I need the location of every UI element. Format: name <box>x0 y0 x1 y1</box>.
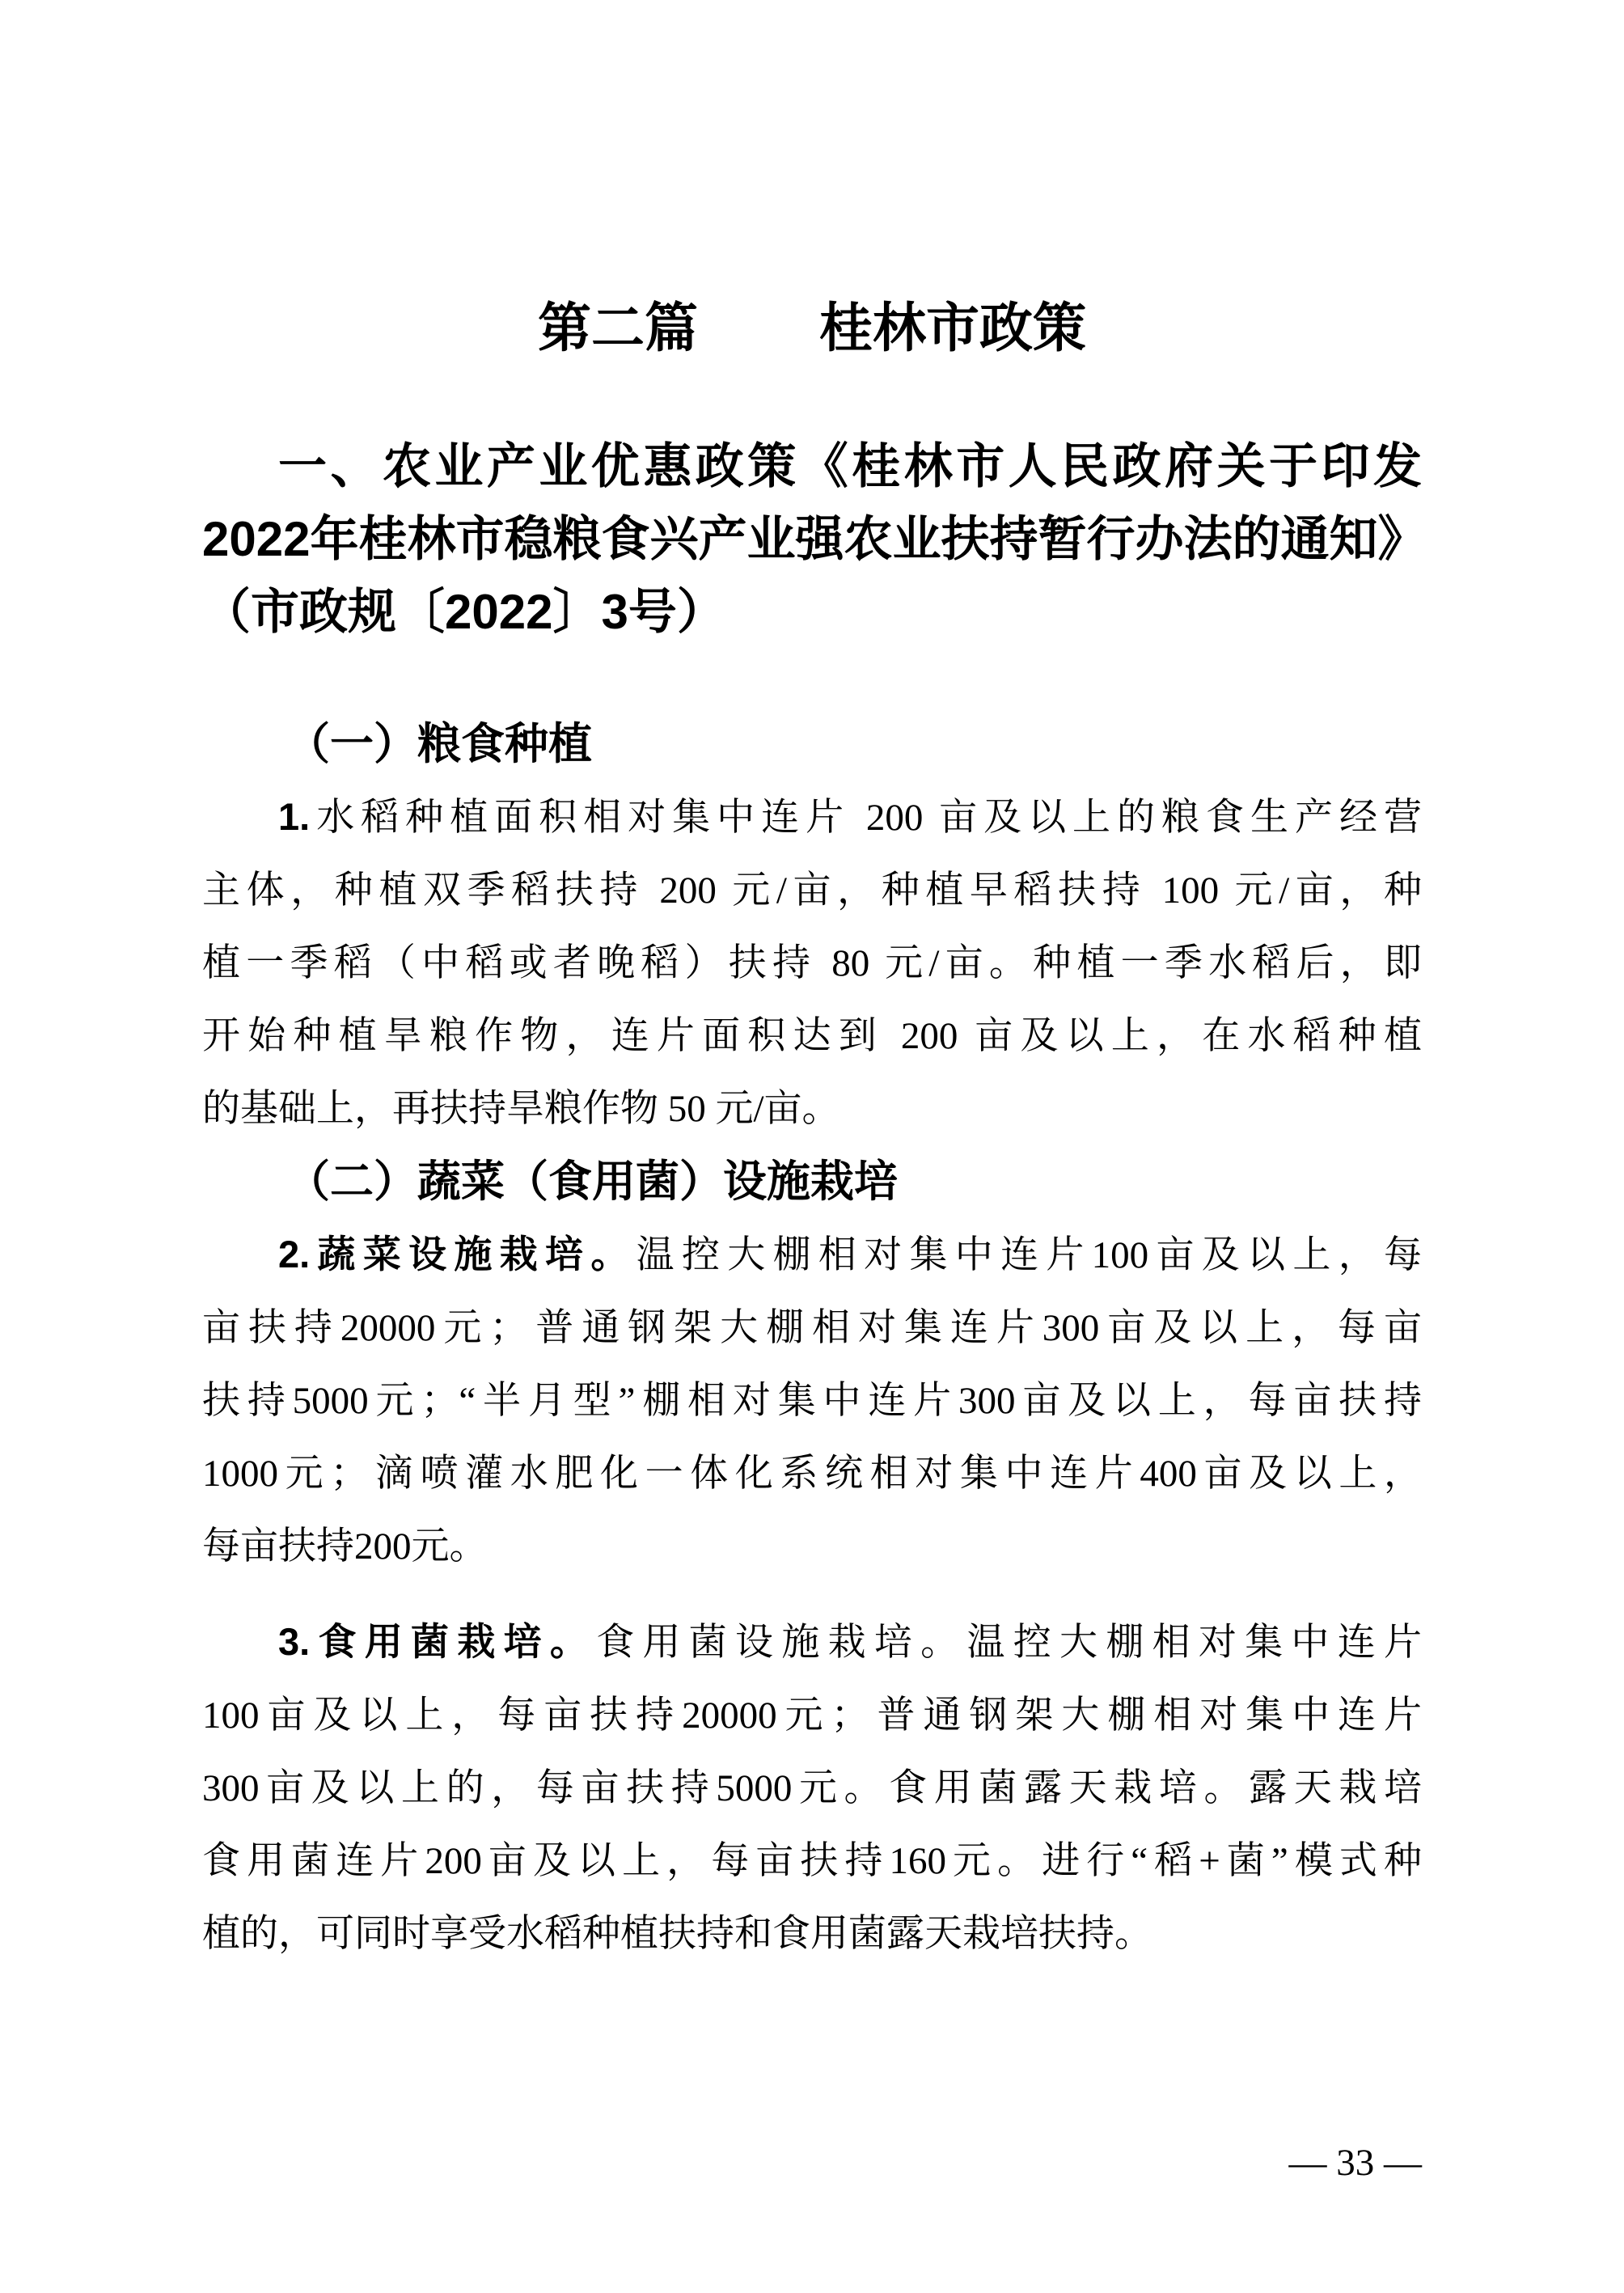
paragraph-vegetable-support <box>202 1218 1422 1583</box>
paragraph-line: 100亩及以上，每亩扶持20000元；普通钢架大棚相对集中连片 <box>202 1694 1422 1737</box>
subsection-title-grain-planting: （一）粮食种植 <box>286 720 592 768</box>
paragraph-text: 水稻种植面积相对集中连片 200 亩及以上的粮食生产经营 <box>310 797 1422 839</box>
chapter-heading-line-2: 2022年桂林市稳粮食兴产业强农业扶持暂行办法的通知》 <box>202 512 1427 566</box>
paragraph-text: 食用菌设施栽培。温控大棚相对集中连片 <box>596 1622 1423 1664</box>
chapter-heading-line-3: （市政规〔2022〕3号） <box>202 585 725 639</box>
paragraph-line <box>202 1218 1422 1292</box>
paragraph-line: 1000元；滴喷灌水肥化一体化系统相对集中连片400亩及以上， <box>202 1453 1422 1495</box>
paragraph-line: 开始种植旱粮作物，连片面积达到 200 亩及以上，在水稻种植 <box>202 1015 1422 1057</box>
paragraph-line: 每亩扶持200元。 <box>202 1525 488 1567</box>
paragraph-line: 食用菌连片200亩及以上，每亩扶持160元。进行“稻+菌”模式种 <box>202 1840 1422 1882</box>
paragraph-line: 的基础上，再扶持旱粮作物 50 元/亩。 <box>202 1088 840 1130</box>
paragraph-line: 亩扶持20000元；普通钢架大棚相对集连片300亩及以上，每亩 <box>202 1307 1422 1349</box>
paragraph-mushroom-support <box>202 1606 1422 1970</box>
part-title-number: 第二篇 <box>538 299 698 358</box>
paragraph-line: 扶持5000元；“半月型”棚相对集中连片300亩及以上，每亩扶持 <box>202 1380 1422 1422</box>
paragraph-text: 温控大棚相对集中连片100亩及以上，每 <box>636 1234 1423 1276</box>
paragraph-line <box>202 1606 1422 1679</box>
paragraph-line <box>202 781 1422 854</box>
page-content <box>0 301 1624 1970</box>
part-title-text: 桂林市政策 <box>819 299 1086 358</box>
paragraph-line: 植一季稻（中稻或者晚稻）扶持 80 元/亩。种植一季水稻后，即 <box>202 942 1422 984</box>
paragraph-lead-bold: 3.食用菌栽培。 <box>278 1620 597 1663</box>
page-number: — 33 — <box>1288 2142 1422 2184</box>
paragraph-line: 主体，种植双季稻扶持 200 元/亩，种植早稻扶持 100 元/亩，种 <box>202 869 1422 912</box>
chapter-heading-line-1: 一、农业产业优惠政策《桂林市人民政府关于印发 <box>278 439 1422 493</box>
chapter-heading <box>202 430 1427 649</box>
part-title <box>202 301 1422 357</box>
subsection-title-vegetable-facility: （二）蔬菜（食用菌）设施栽培 <box>286 1157 898 1206</box>
paragraph-lead-bold: 2.蔬菜设施栽培。 <box>278 1233 636 1276</box>
paragraph-number-bold: 1. <box>278 795 311 838</box>
paragraph-line: 植的，可同时享受水稻种植扶持和食用菌露天栽培扶持。 <box>202 1913 1152 1955</box>
paragraph-rice-support <box>202 781 1422 1145</box>
paragraph-line: 300亩及以上的，每亩扶持5000元。食用菌露天栽培。露天栽培 <box>202 1767 1422 1809</box>
